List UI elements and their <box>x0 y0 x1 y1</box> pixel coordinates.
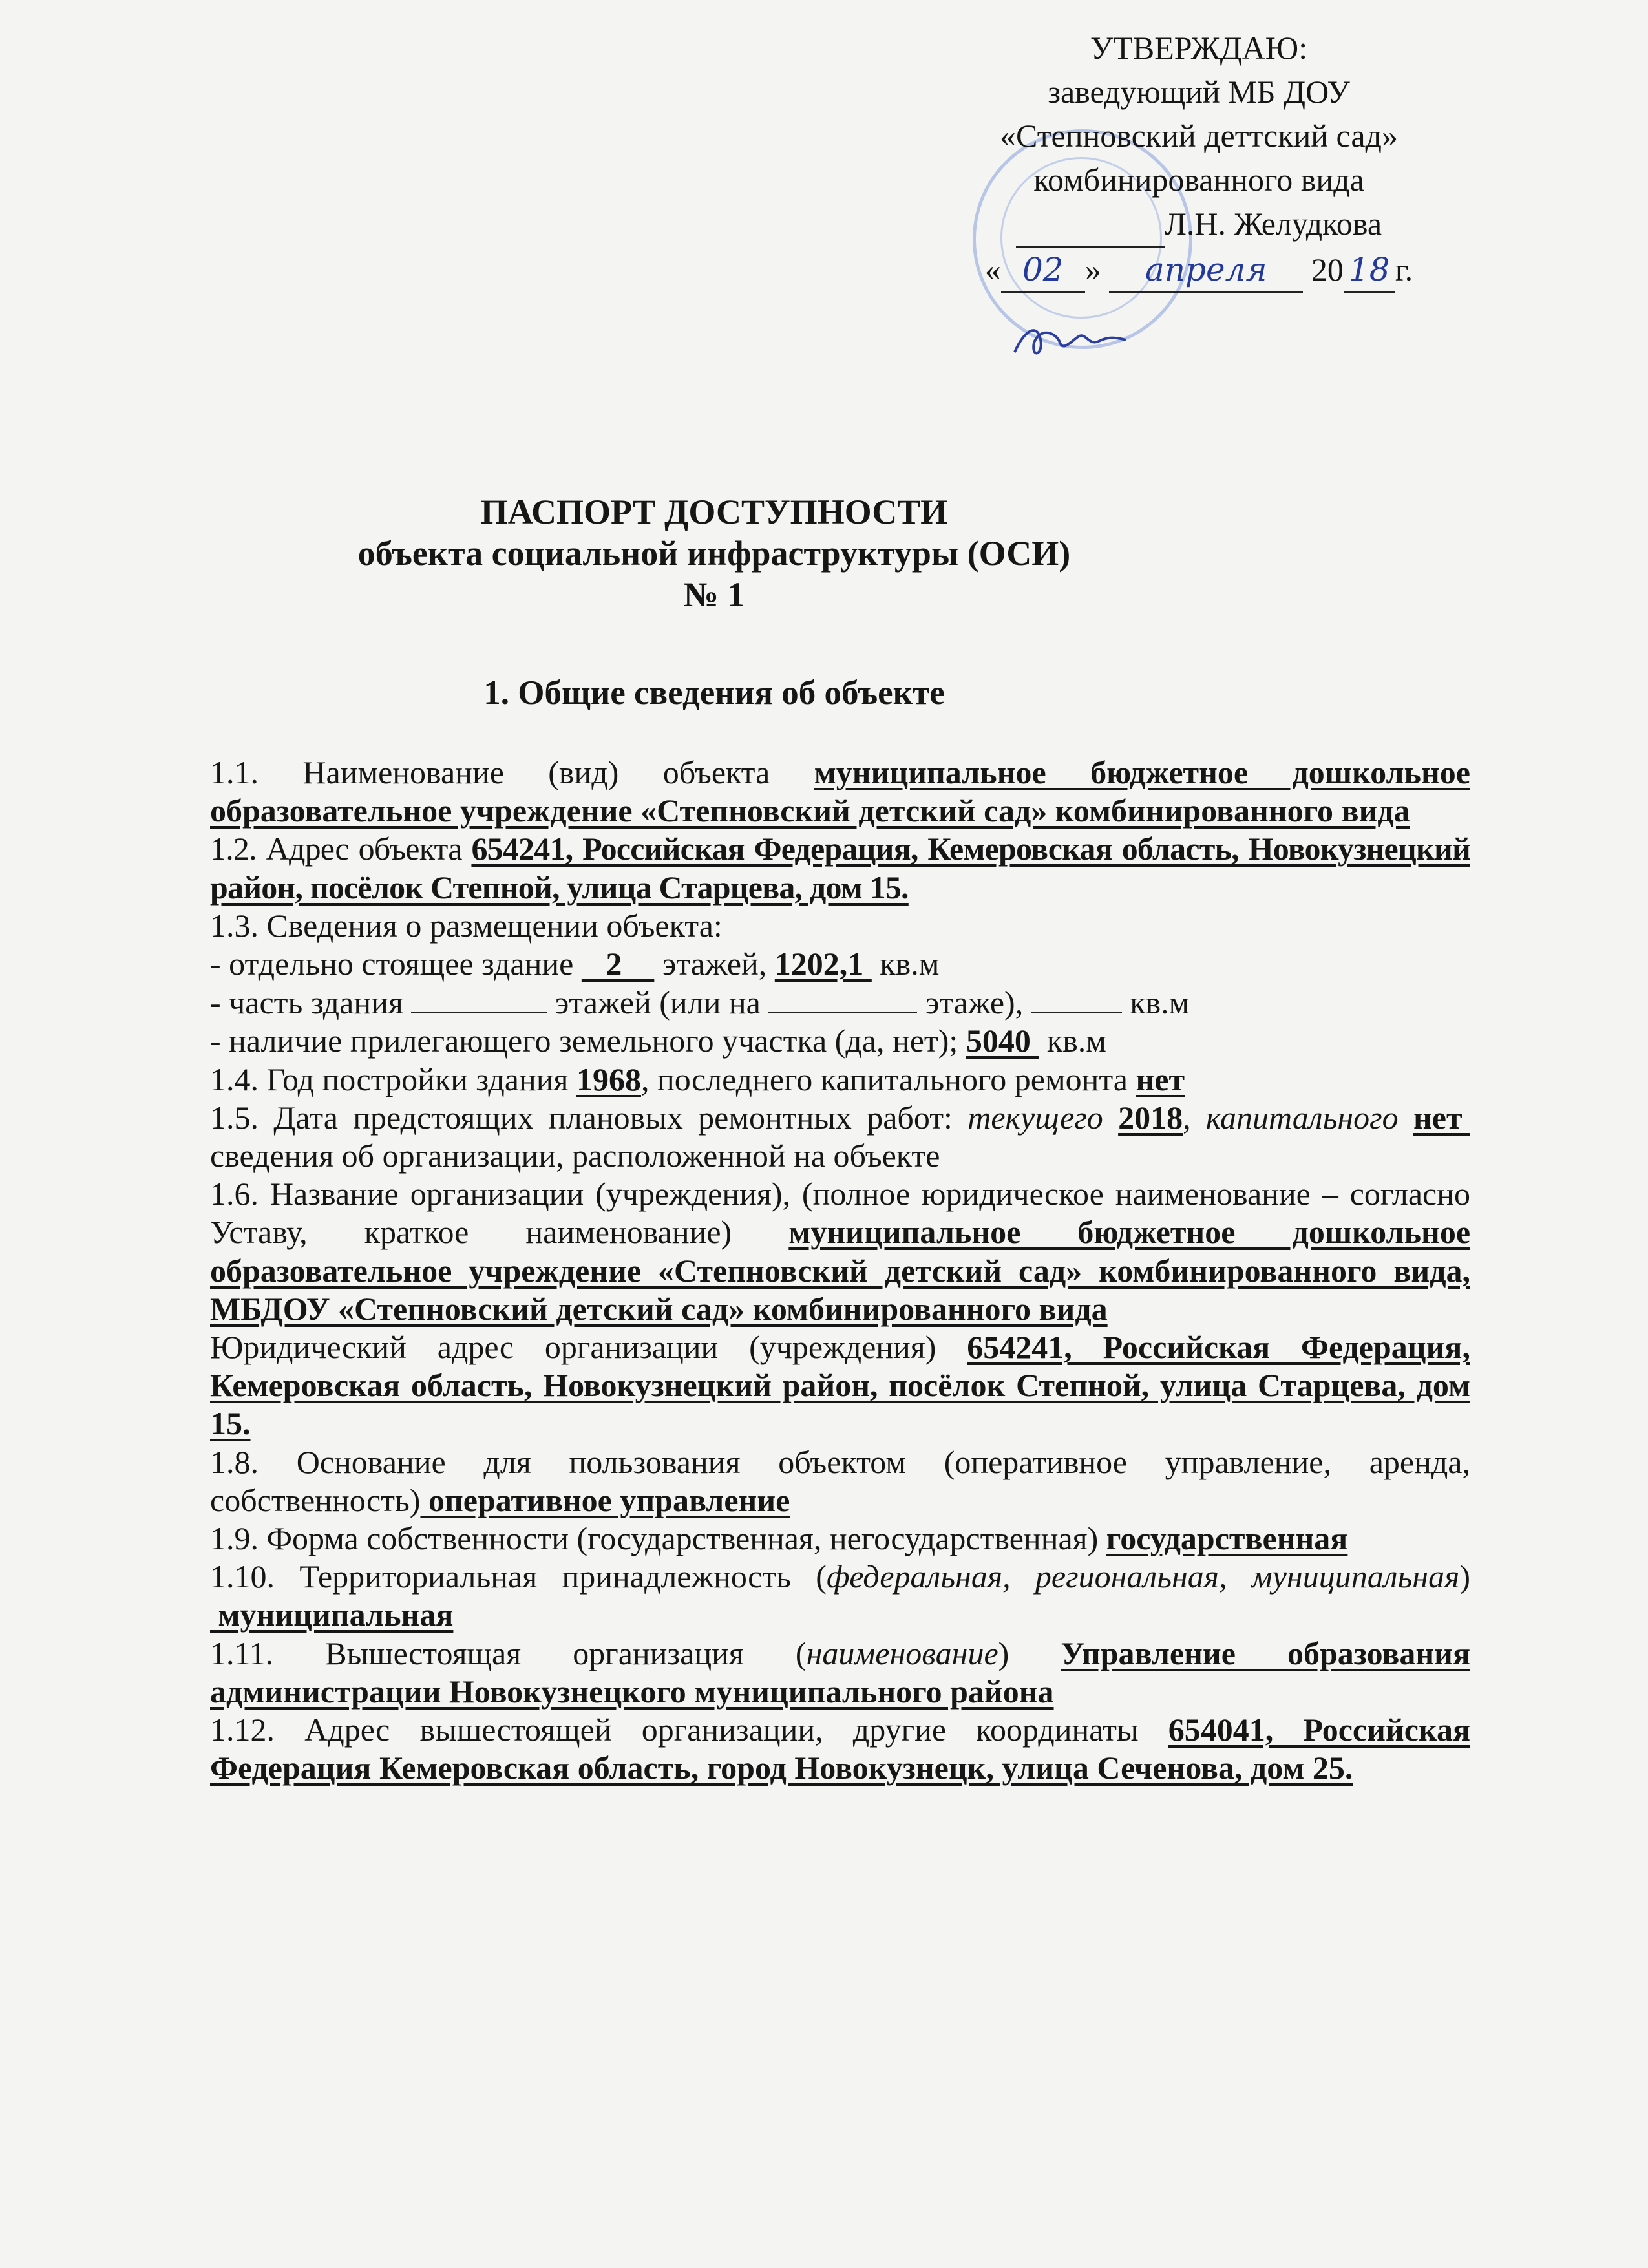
item-1-8-value: оперативное управление <box>420 1481 790 1518</box>
item-1-10-label: 1.10. Территориальная принадлежность ( <box>210 1558 827 1595</box>
building-part-area-blank <box>1031 983 1122 1013</box>
organization-info-label: сведения об организации, расположенной на объекте <box>210 1138 940 1174</box>
legal-address <box>210 1328 1470 1443</box>
item-1-9-label: 1.9. Форма собственности (государственная, негосударственная) <box>210 1520 1106 1557</box>
capital-repair-value: нет <box>1413 1099 1470 1136</box>
item-1-9 <box>210 1520 1470 1558</box>
item-1-6-value: муниципальное бюджетное дошкольное образовательное учреждение «Степновский детский сад» комбинированного вида, МБДОУ «Степновский детский сад» комбинированного вида <box>210 1214 1471 1327</box>
item-1-8-label: 1.8. Основание для пользования объектом (оперативное управление, аренда, собственность) <box>210 1443 1470 1518</box>
item-1-3: 1.3. Сведения о размещении объекта: <box>210 907 723 944</box>
current-repair-value: 2018 <box>1118 1099 1183 1136</box>
item-1-3-separate-building <box>210 945 1470 983</box>
section-body <box>210 754 1470 1787</box>
item-1-12-value: 654041, Российская Федерация Кемеровская область, город Новокузнецк, улица Сеченова, дом 25. <box>210 1712 1471 1786</box>
handwritten-signature <box>1008 317 1131 368</box>
building-part-area-unit: кв.м <box>1121 984 1190 1021</box>
item-1-1 <box>210 754 1470 830</box>
section-heading: 1. Общие сведения об объекте <box>483 674 945 712</box>
item-1-2 <box>210 830 1470 906</box>
item-1-6-label: 1.6. Название организации (учреждения), (полное юридическое наименование – согласно Уставу, краткое наименование) <box>210 1176 1470 1251</box>
item-1-10 <box>210 1558 1470 1634</box>
item-1-4 <box>210 1061 1470 1099</box>
item-1-10-value: муниципальная <box>210 1596 454 1633</box>
approval-block <box>918 26 1480 293</box>
document-number: № 1 <box>683 575 745 614</box>
approval-kind: комбинированного вида <box>1033 162 1364 198</box>
item-1-11-label: 1.11. Вышестоящая организация ( <box>210 1635 807 1671</box>
item-1-12 <box>210 1711 1470 1787</box>
separate-building-label: - отдельно стоящее здание <box>210 946 582 982</box>
legal-address-label: Юридический адрес организации (учреждения) <box>210 1329 967 1366</box>
approval-year: 18 <box>1344 248 1395 293</box>
year-prefix: 20 <box>1311 251 1344 288</box>
item-1-1-label: 1.1. Наименование (вид) объекта <box>210 754 814 790</box>
approval-month: апреля <box>1109 248 1303 293</box>
date-close-quote: » <box>1084 251 1101 288</box>
item-1-10-options: федеральная, региональная, муниципальная <box>826 1558 1460 1595</box>
signature-blank <box>1016 202 1165 248</box>
date-open-quote: « <box>984 251 1001 288</box>
area-unit: кв.м <box>871 946 940 982</box>
document-title-block <box>129 491 1299 615</box>
item-1-5-label: 1.5. Дата предстоящих плановых ремонтных работ: <box>210 1099 968 1136</box>
current-repair-label: текущего <box>967 1099 1103 1136</box>
approval-heading: УТВЕРЖДАЮ: <box>1090 30 1308 66</box>
approval-date-line <box>918 248 1480 293</box>
document-title: ПАСПОРТ ДОСТУПНОСТИ <box>480 493 948 531</box>
item-1-2-label: 1.2. Адрес объекта <box>210 831 472 867</box>
item-1-11-value: Управление образования администрации Новокузнецкого муниципального района <box>210 1635 1470 1710</box>
item-1-12-label: 1.12. Адрес вышестоящей организации, другие координаты <box>210 1712 1168 1748</box>
floors-label: этажей, <box>654 946 775 982</box>
legal-address-value: 654241, Российская Федерация, Кемеровская область, Новокузнецкий район, посёлок Степной, улица Старцева, дом 15. <box>210 1329 1470 1442</box>
last-repair-value: нет <box>1136 1061 1185 1097</box>
item-1-3-land-plot <box>210 1022 1470 1060</box>
document-subtitle: объекта социальной инфраструктуры (ОСИ) <box>357 534 1071 573</box>
building-part-floors-label: этажей (или на <box>547 984 769 1021</box>
item-1-11-close: ) <box>998 1635 1061 1671</box>
year-built-value: 1968 <box>576 1061 641 1097</box>
approval-day: 02 <box>1001 248 1085 293</box>
item-1-4-label: 1.4. Год постройки здания <box>210 1061 576 1097</box>
approval-signature-line <box>918 202 1480 248</box>
last-repair-label: , последнего капитального ремонта <box>640 1061 1136 1097</box>
item-1-11-label-italic: наименование <box>806 1635 998 1671</box>
item-1-11 <box>210 1635 1470 1711</box>
item-1-10-close: ) <box>1459 1558 1470 1595</box>
building-part-floor-label: этаже), <box>917 984 1031 1021</box>
item-1-5 <box>210 1099 1470 1175</box>
land-plot-label: - наличие прилегающего земельного участка (да, нет); <box>210 1023 966 1059</box>
land-area-unit: кв.м <box>1039 1023 1106 1059</box>
approval-position: заведующий МБ ДОУ <box>1048 74 1350 110</box>
item-1-6 <box>210 1175 1470 1328</box>
capital-repair-label: капитального <box>1205 1099 1399 1136</box>
item-1-2-value: 654241, Российская Федерация, Кемеровская область, Новокузнецкий район, посёлок Степной, улица Старцева, дом 15. <box>210 831 1470 906</box>
item-1-9-value: государственная <box>1106 1520 1348 1557</box>
item-1-5-comma: , <box>1183 1099 1191 1136</box>
approval-organization: «Степновский деттский сад» <box>1000 118 1398 154</box>
land-area-value: 5040 <box>966 1023 1039 1059</box>
area-value: 1202,1 <box>774 946 872 982</box>
building-part-floor-blank <box>768 983 917 1013</box>
signatory-name: Л.Н. Желудкова <box>1164 206 1382 242</box>
item-1-1-value: муниципальное бюджетное дошкольное образовательное учреждение «Степновский детский сад» комбинированного вида <box>210 754 1470 829</box>
building-part-label: - часть здания <box>210 984 412 1021</box>
year-unit: г. <box>1395 251 1413 288</box>
item-1-8 <box>210 1443 1470 1520</box>
floors-value: 2 <box>581 946 655 982</box>
building-part-floors-blank <box>411 983 547 1013</box>
item-1-3-building-part <box>210 983 1470 1022</box>
